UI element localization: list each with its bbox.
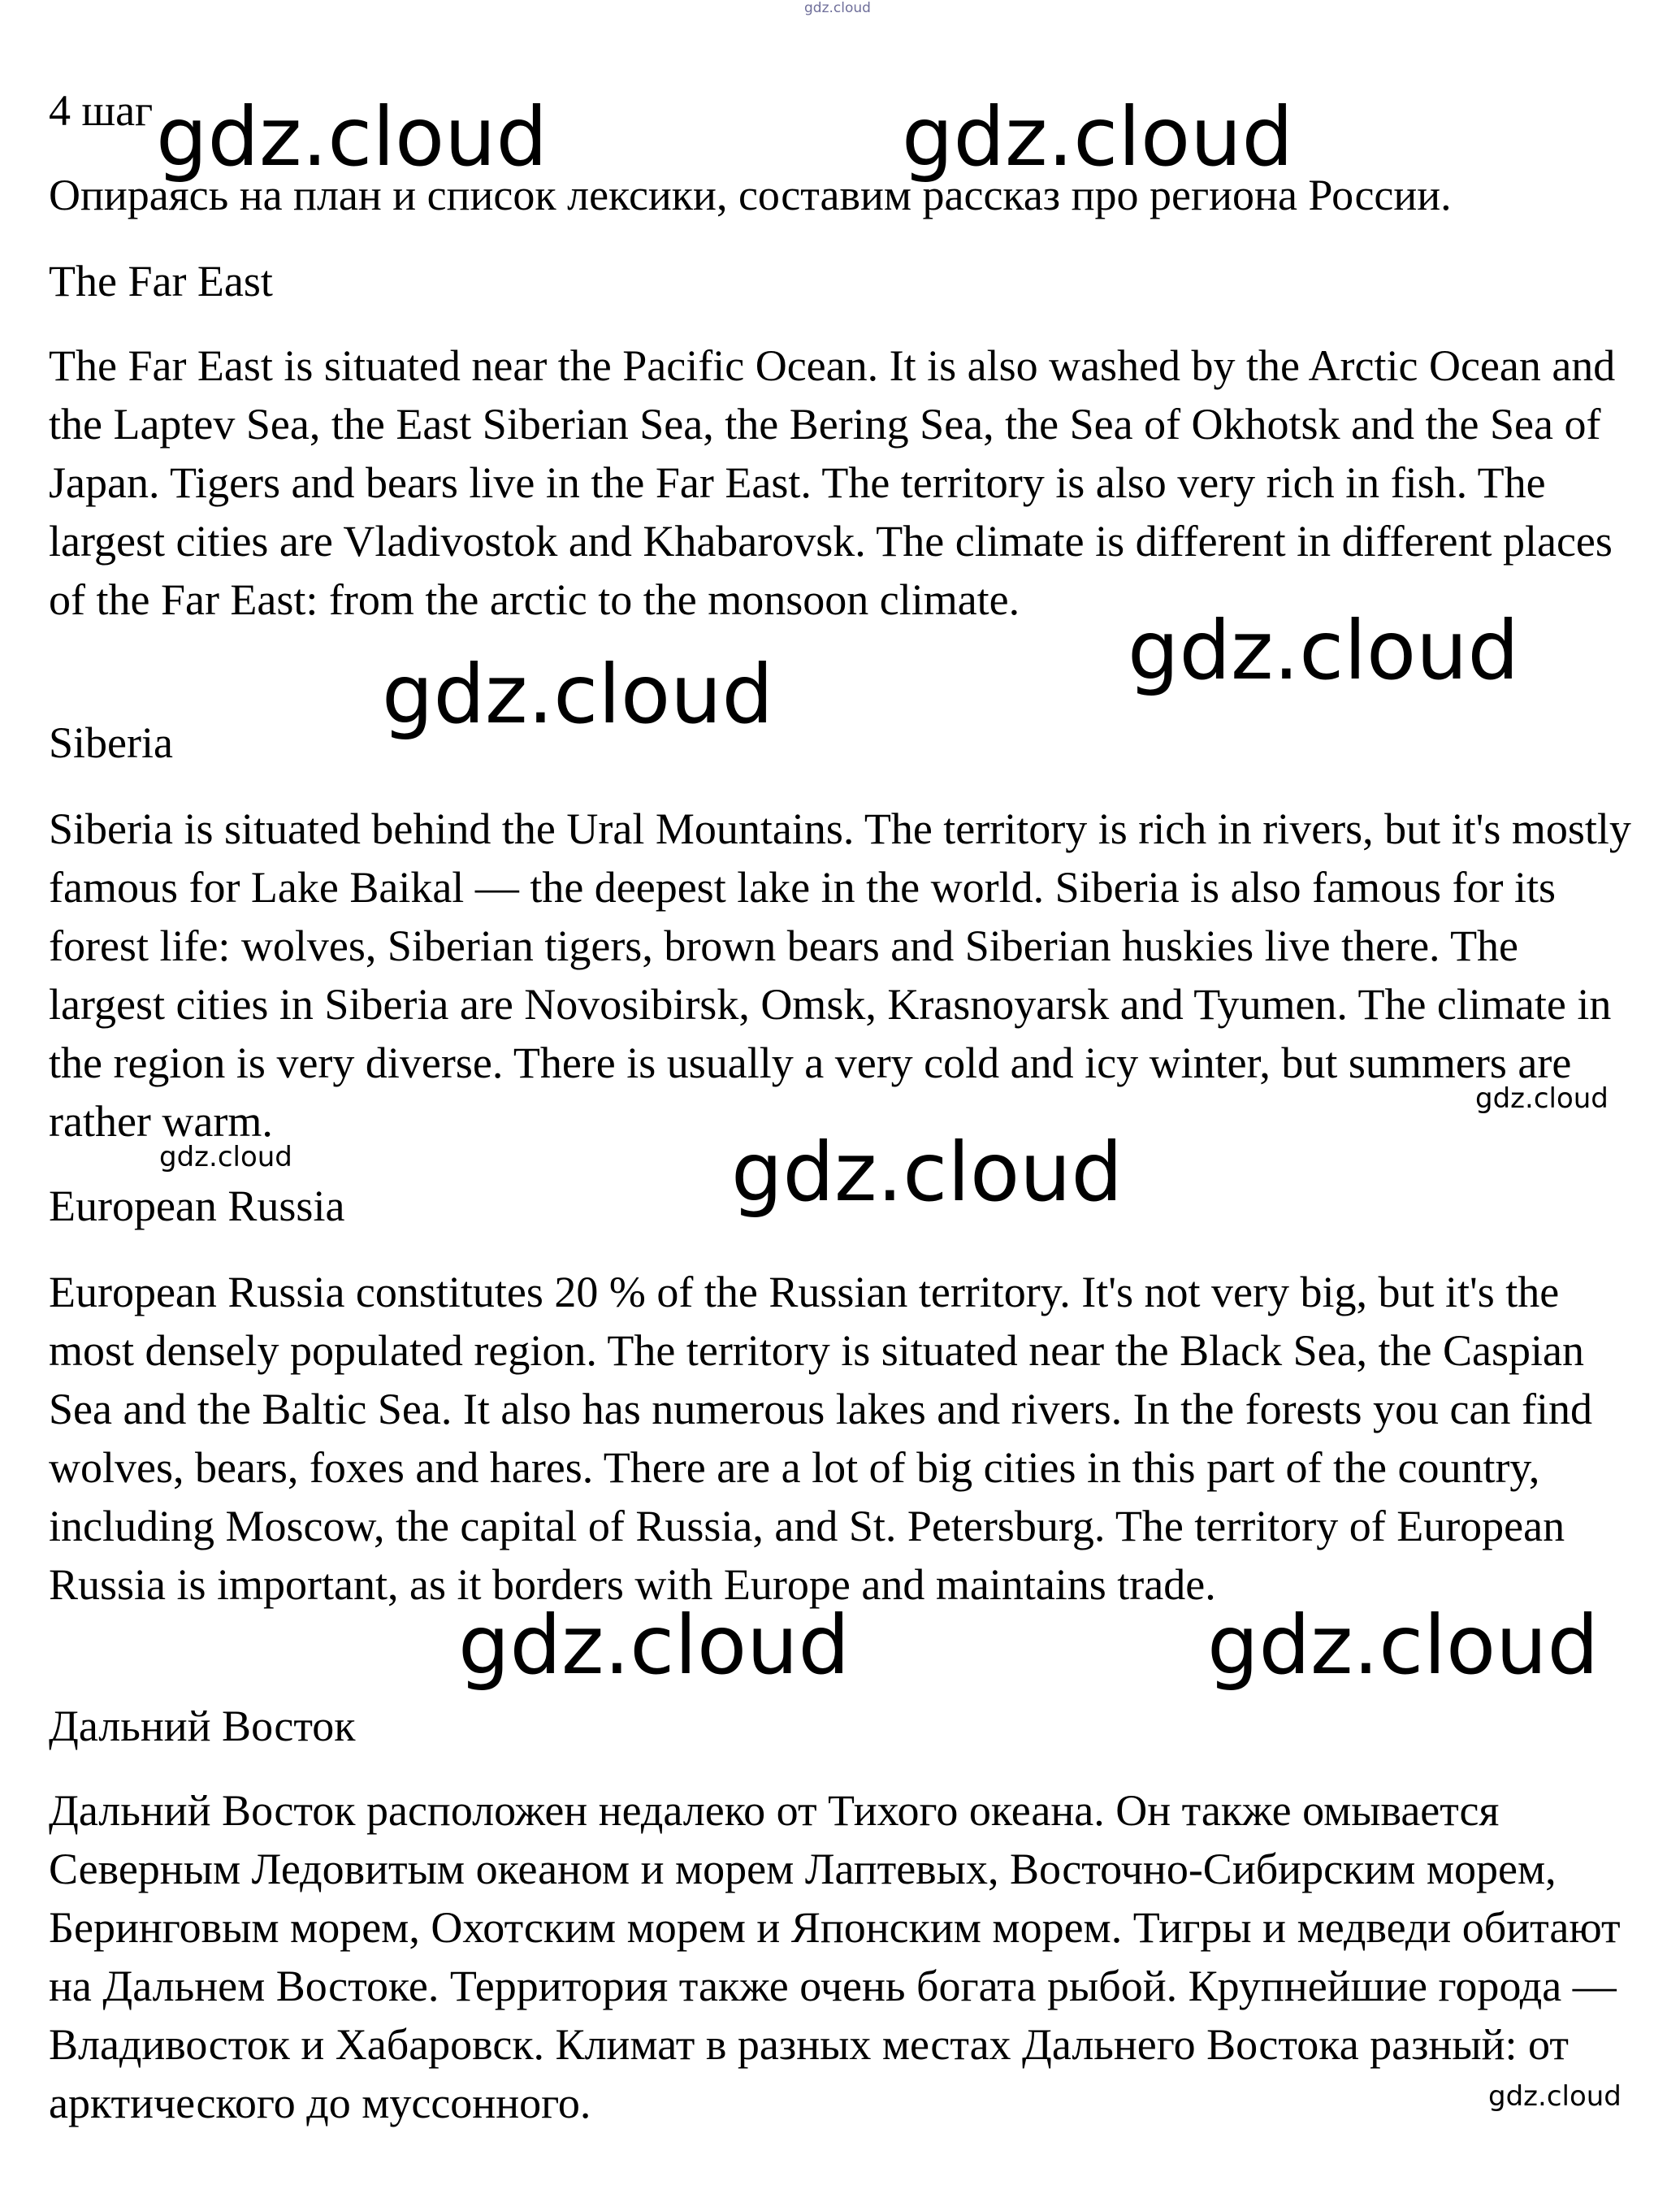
section-text-dalniy-vostok: Дальний Восток расположен недалеко от Тихого океана. Он также омывается Северным Ледовитым океаном и морем Лаптевых, Восточно-Сибирским морем, Беринговым морем, Охотским морем и Японским морем. Тигры и медведи обитают на Дальнем Востоке. Территория также очень богата рыбой. Крупнейшие города — Владивосток и Хабаровск. Климат в разных местах Дальнего Востока разный: от арктического до муссонного. <box>49 1786 1621 2127</box>
section-text-siberia: Siberia is situated behind the Ural Mountains. The territory is rich in rivers, but it's mostly famous for Lake Baikal — the deepest lake in the world. Siberia is also famous for its forest life: wolves, Siberian tigers, brown bears and Siberian huskies live there. The largest cities in Siberia are Novosibirsk, Omsk, Krasnoyarsk and Tyumen. The climate in the region is very diverse. There is usually a very cold and icy winter, but summers are rather warm. <box>49 804 1631 1146</box>
instruction-text: Опираясь на план и список лексики, составим рассказ про региона России. <box>49 171 1452 219</box>
watermark: gdz.cloud <box>902 89 1294 184</box>
watermark-small: gdz.cloud <box>159 1141 292 1173</box>
watermark: gdz.cloud <box>1207 1598 1600 1693</box>
section-title-european-russia: European Russia <box>49 1182 345 1230</box>
watermark-small: gdz.cloud <box>1488 2080 1622 2113</box>
top-watermark: gdz.cloud <box>804 0 871 16</box>
section-title-siberia: Siberia <box>49 718 173 767</box>
step-label: 4 шаг <box>49 86 154 135</box>
watermark: gdz.cloud <box>458 1598 851 1693</box>
watermark-small: gdz.cloud <box>1475 1082 1609 1115</box>
watermark: gdz.cloud <box>382 647 774 742</box>
section-text-far-east: The Far East is situated near the Pacific Ocean. It is also washed by the Arctic Ocean and the Laptev Sea, the East Siberian Sea, the Bering Sea, the Sea of Okhotsk and the Sea of Japan. Tigers and bears live in the Far East. The territory is also very rich in fish. The largest cities are Vladivostok and Khabarovsk. The climate is different in different places of the Far East: from the arctic to the monsoon climate. <box>49 341 1616 624</box>
section-text-european-russia: European Russia constitutes 20 % of the Russian territory. It's not very big, but it's the most densely populated region. The territory is situated near the Black Sea, the Caspian Sea and the Baltic Sea. It also has numerous lakes and rivers. In the forests you can find wolves, bears, foxes and hares. There are a lot of big cities in this part of the country, including Moscow, the capital of Russia, and St. Petersburg. The territory of European Russia is important, as it borders with Europe and maintains trade. <box>49 1268 1592 1609</box>
section-title-dalniy-vostok: Дальний Восток <box>49 1702 356 1750</box>
section-title-far-east: The Far East <box>49 257 273 306</box>
watermark: gdz.cloud <box>156 89 548 184</box>
watermark: gdz.cloud <box>1128 603 1520 698</box>
watermark: gdz.cloud <box>731 1125 1124 1220</box>
